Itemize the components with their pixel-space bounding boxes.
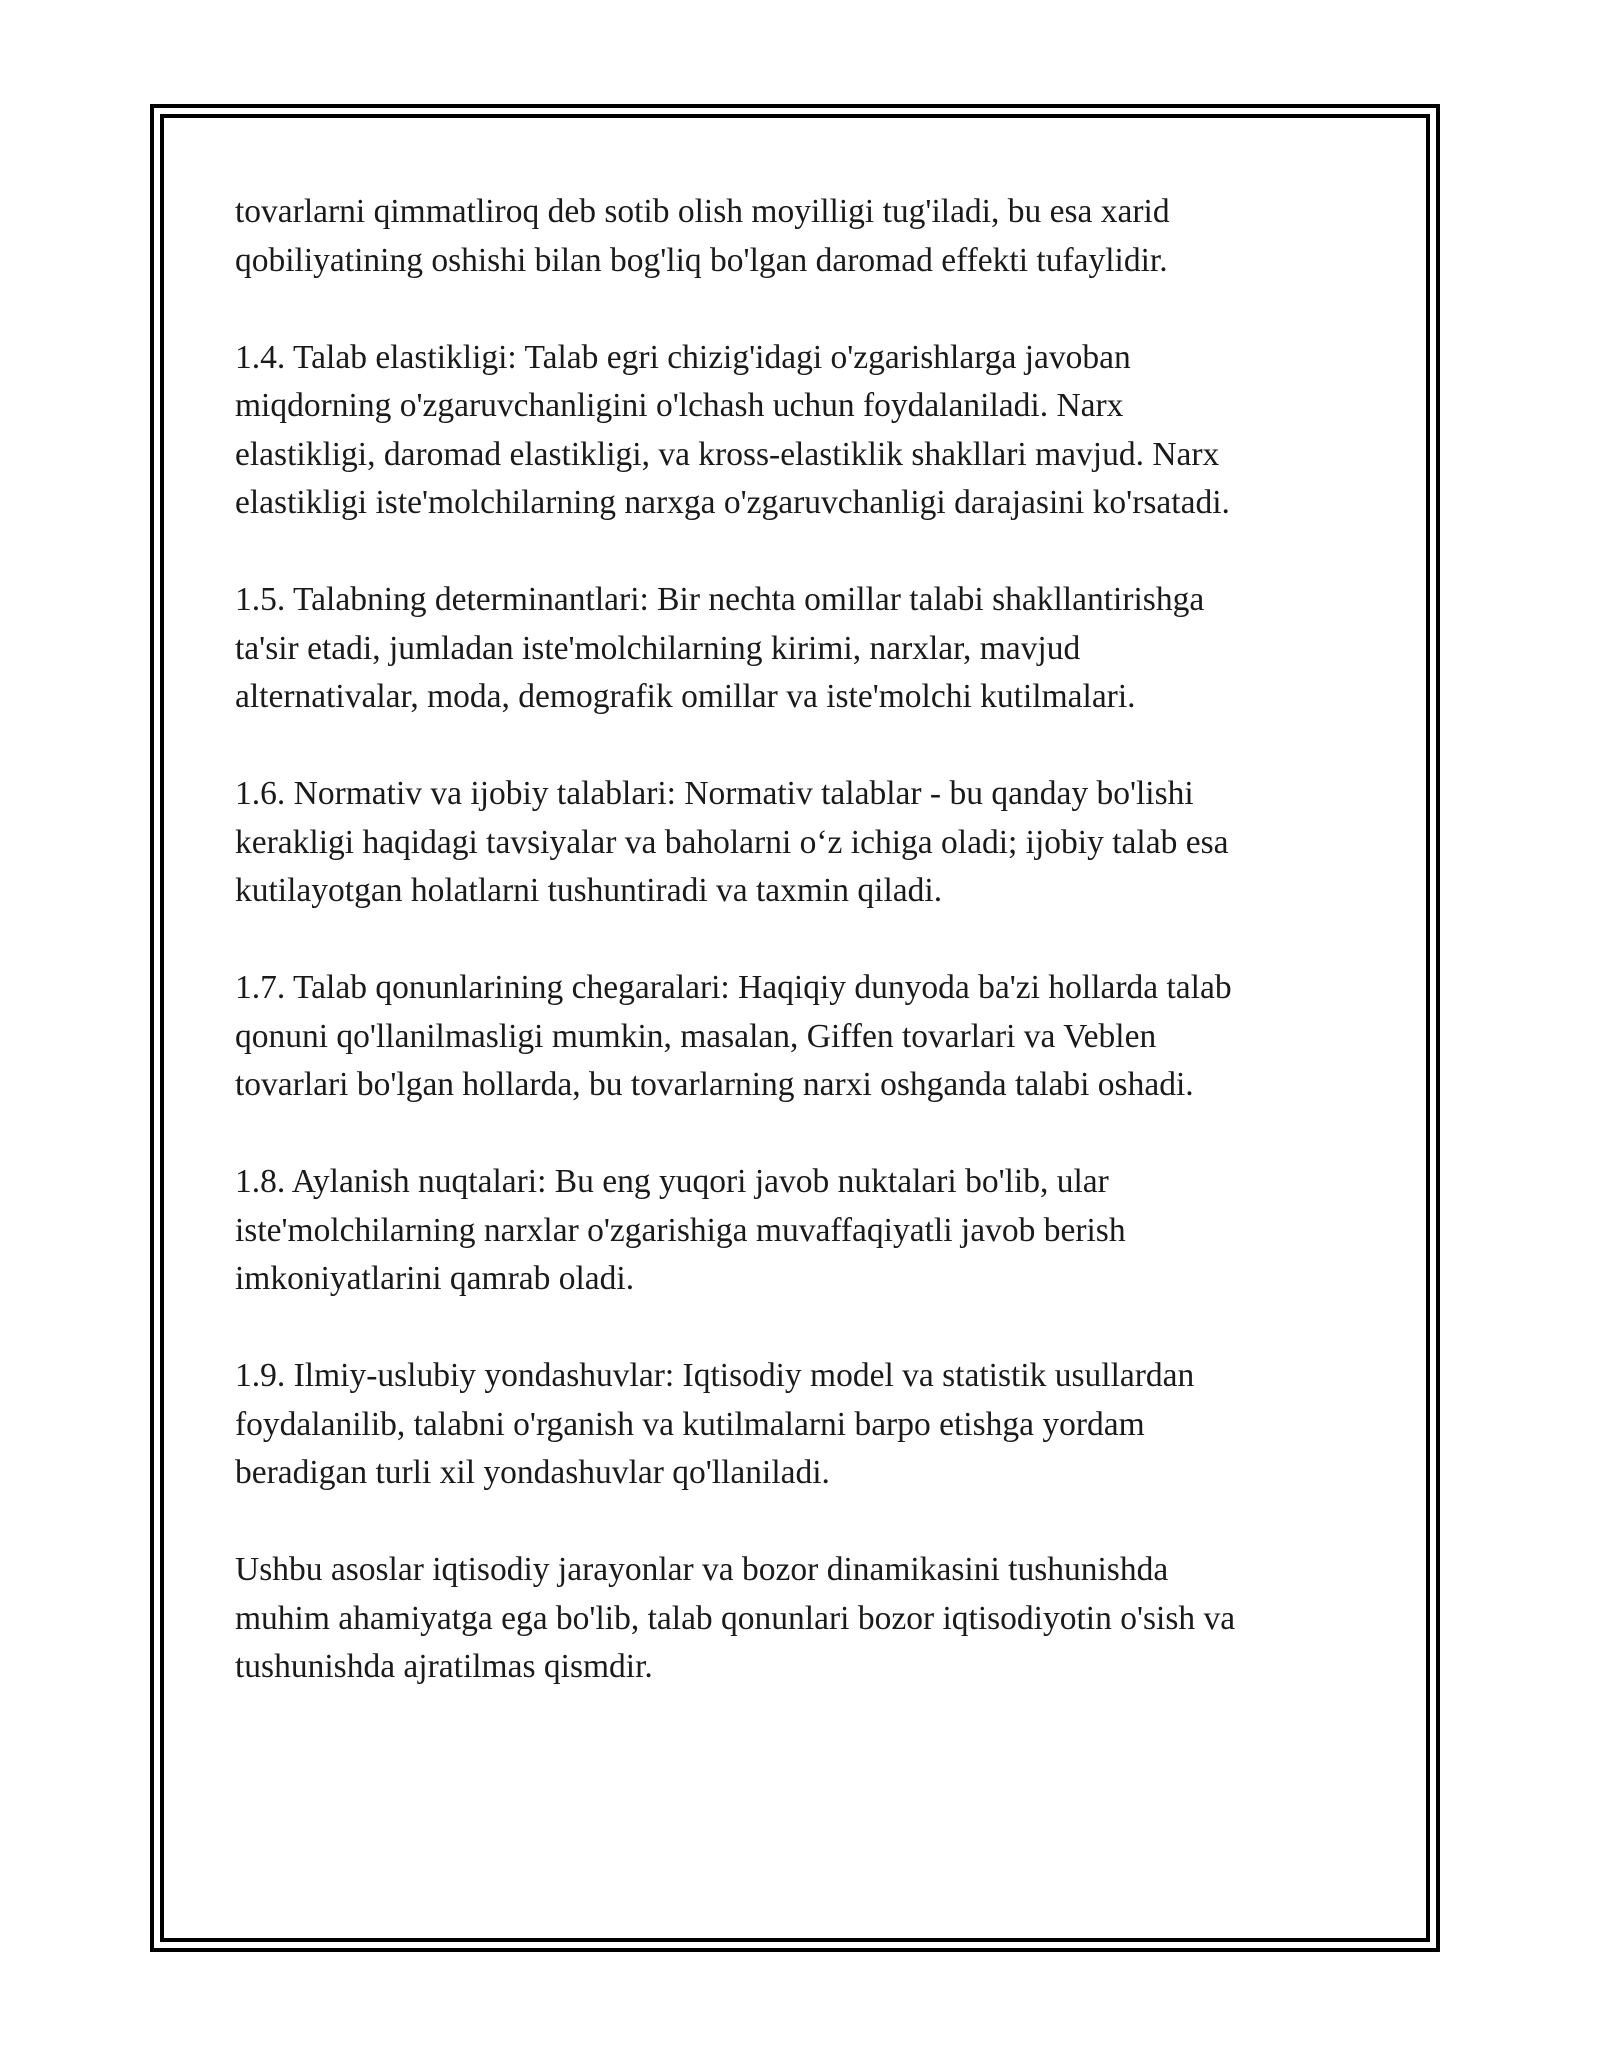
text-line: beradigan turli xil yondashuvlar qo'llaniladi.	[235, 1454, 830, 1491]
text-line: alternativalar, moda, demografik omillar va iste'molchi kutilmalari.	[235, 678, 1136, 715]
text-line: 1.4. Talab elastikligi: Talab egri chizig'idagi o'zgarishlarga javoban	[235, 338, 1131, 376]
paragraph-section-1-5	[235, 576, 1355, 722]
text-line: elastikligi, daromad elastikligi, va kross-elastiklik shakllari mavjud. Narx	[235, 435, 1220, 473]
text-line: qobiliyatining oshishi bilan bog'liq bo'lgan daromad effekti tufaylidir.	[235, 241, 1168, 279]
text-line: 1.9. Ilmiy-uslubiy yondashuvlar: Iqtisodiy model va statistik usullardan	[235, 1357, 1195, 1394]
document-body	[235, 188, 1355, 1740]
text-line: iste'molchilarning narxlar o'zgarishiga muvaffaqiyatli javob berish	[235, 1211, 1126, 1249]
text-line: qonuni qo'llanilmasligi mumkin, masalan, Giffen tovarlari va Veblen	[235, 1017, 1157, 1055]
text-line: elastikligi iste'molchilarning narxga o'zgaruvchanligi darajasini ko'rsatadi.	[235, 484, 1230, 521]
paragraph-section-1-8	[235, 1158, 1355, 1304]
paragraph-section-1-9	[235, 1352, 1355, 1498]
paragraph-intro-continuation	[235, 188, 1355, 285]
text-line: foydalanilib, talabni o'rganish va kutilmalarni barpo etishga yordam	[235, 1405, 1145, 1443]
text-line: 1.5. Talabning determinantlari: Bir nechta omillar talabi shakllantirishga	[235, 581, 1205, 618]
text-line: tovarlarni qimmatliroq deb sotib olish moyilligi tug'iladi, bu esa xarid	[235, 193, 1170, 230]
text-line: 1.8. Aylanish nuqtalari: Bu eng yuqori javob nuktalari bo'lib, ular	[235, 1163, 1109, 1200]
paragraph-section-1-6	[235, 770, 1355, 916]
text-line: muhim ahamiyatga ega bo'lib, talab qonunlari bozor iqtisodiyotin o'sish va	[235, 1599, 1236, 1637]
text-line: tovarlari bo'lgan hollarda, bu tovarlarning narxi oshganda talabi oshadi.	[235, 1066, 1194, 1103]
text-line: kerakligi haqidagi tavsiyalar va baholarni o‘z ichiga oladi; ijobiy talab esa	[235, 823, 1229, 861]
paragraph-conclusion	[235, 1546, 1355, 1692]
text-line: tushunishda ajratilmas qismdir.	[235, 1648, 653, 1685]
paragraph-section-1-4	[235, 334, 1355, 528]
text-line: imkoniyatlarini qamrab oladi.	[235, 1260, 635, 1297]
text-line: kutilayotgan holatlarni tushuntiradi va taxmin qiladi.	[235, 872, 943, 909]
text-line: 1.6. Normativ va ijobiy talablari: Normativ talablar - bu qanday bo'lishi	[235, 775, 1194, 812]
text-line: ta'sir etadi, jumladan iste'molchilarning kirimi, narxlar, mavjud	[235, 629, 1081, 667]
paragraph-section-1-7	[235, 964, 1355, 1110]
text-line: miqdorning o'zgaruvchanligini o'lchash uchun foydalaniladi. Narx	[235, 387, 1124, 424]
text-line: 1.7. Talab qonunlarining chegaralari: Haqiqiy dunyoda ba'zi hollarda talab	[235, 969, 1232, 1006]
text-line: Ushbu asoslar iqtisodiy jarayonlar va bozor dinamikasini tushunishda	[235, 1551, 1169, 1588]
